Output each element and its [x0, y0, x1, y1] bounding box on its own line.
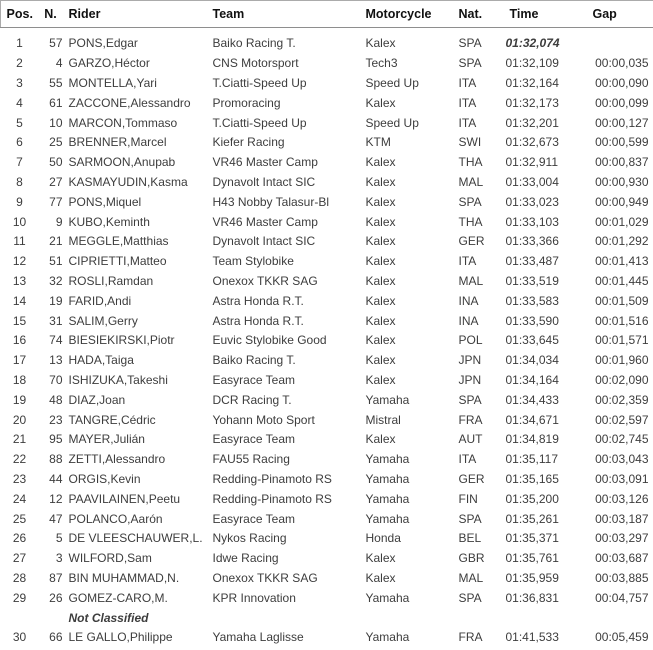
team-cell: Euvic Stylobike Good — [212, 333, 327, 348]
gap-cell: 00:01,509 — [595, 293, 649, 308]
table-row — [1, 152, 653, 172]
team-cell: Easyrace Team — [212, 432, 295, 447]
lap-time-cell: 01:33,487 — [505, 254, 559, 269]
nationality-cell: GER — [458, 234, 485, 249]
table-row — [1, 231, 653, 251]
lap-time-cell: 01:32,201 — [505, 115, 559, 130]
team-cell: Easyrace Team — [212, 372, 295, 387]
nationality-cell: MAL — [458, 570, 484, 585]
gap-cell: 00:01,413 — [595, 254, 649, 269]
lap-time-cell: 01:41,533 — [505, 630, 559, 645]
team-cell: Easyrace Team — [212, 511, 295, 526]
rider-cell: HADA,Taiga — [68, 353, 134, 368]
table-row — [1, 212, 653, 232]
gap-cell: 00:01,029 — [595, 214, 649, 229]
lap-time-cell: 01:33,583 — [505, 293, 559, 308]
results-body — [1, 28, 653, 648]
motorcycle-cell: Yamaha — [365, 471, 410, 486]
motorcycle-cell: Kalex — [365, 372, 396, 387]
pos-cell: 22 — [12, 452, 27, 467]
pos-cell: 26 — [12, 531, 27, 546]
pos-cell: 19 — [12, 392, 27, 407]
rider-cell: ROSLI,Ramdan — [68, 273, 154, 288]
motorcycle-cell: Yamaha — [365, 491, 410, 506]
pos-cell: 9 — [16, 194, 23, 209]
lap-time-cell: 01:33,645 — [505, 333, 559, 348]
pos-cell: 1 — [16, 36, 23, 51]
bike-number-cell: 23 — [49, 412, 63, 427]
bike-number-cell: 88 — [49, 452, 63, 467]
rider-cell: GARZO,Héctor — [68, 56, 150, 71]
lap-time-cell: 01:34,819 — [505, 432, 559, 447]
table-row — [1, 528, 653, 548]
pos-cell: 3 — [16, 75, 23, 90]
lap-time-cell: 01:32,173 — [505, 95, 559, 110]
motorcycle-cell: Kalex — [365, 174, 396, 189]
nationality-cell: BEL — [458, 531, 482, 546]
num-cell — [39, 608, 63, 628]
pos-cell: 29 — [12, 590, 27, 605]
table-row — [1, 370, 653, 390]
gap-cell: 00:00,949 — [595, 194, 649, 209]
col-header-time: Time — [506, 1, 586, 28]
lap-time-cell: 01:35,959 — [505, 570, 559, 585]
motorcycle-cell: Yamaha — [365, 452, 410, 467]
table-row — [1, 390, 653, 410]
gap-cell: 00:03,885 — [595, 570, 649, 585]
team-cell: T.Ciatti-Speed Up — [212, 115, 307, 130]
rider-cell: PONS,Miquel — [68, 194, 142, 209]
motorcycle-cell: Kalex — [365, 432, 396, 447]
pos-cell: 30 — [12, 630, 27, 645]
lap-time-cell: 01:34,671 — [505, 412, 559, 427]
rider-cell: ORGIS,Kevin — [68, 471, 141, 486]
header-row — [1, 1, 653, 28]
nationality-cell: FIN — [458, 491, 478, 506]
bike-number-cell: 87 — [49, 570, 63, 585]
team-cell: VR46 Master Camp — [212, 155, 318, 170]
motorcycle-cell: KTM — [365, 135, 391, 150]
gap-cell: 00:03,126 — [595, 491, 649, 506]
rider-cell: MAYER,Julián — [68, 432, 145, 447]
bike-number-cell: 5 — [55, 531, 63, 546]
rider-cell: BIESIEKIRSKI,Piotr — [68, 333, 175, 348]
lap-time-cell: 01:36,831 — [505, 590, 559, 605]
table-row — [1, 311, 653, 331]
table-row — [1, 291, 653, 311]
nationality-cell: GBR — [458, 551, 485, 566]
lap-time-cell: 01:34,034 — [505, 353, 559, 368]
team-cell: Baiko Racing T. — [212, 353, 296, 368]
col-header-num: N. — [39, 1, 63, 28]
nationality-cell: ITA — [458, 75, 477, 90]
nationality-cell: AUT — [458, 432, 483, 447]
rider-cell: TANGRE,Cédric — [68, 412, 156, 427]
not-classified-row — [1, 608, 653, 628]
col-header-rider: Rider — [63, 1, 207, 28]
lap-time-cell: 01:33,004 — [505, 174, 559, 189]
lap-time-cell: 01:35,761 — [505, 551, 559, 566]
bike-number-cell: 10 — [49, 115, 63, 130]
pos-cell: 16 — [12, 333, 27, 348]
motorcycle-cell: Kalex — [365, 273, 396, 288]
nationality-cell: INA — [458, 293, 479, 308]
team-cell: Yohann Moto Sport — [212, 412, 315, 427]
team-cell: Onexox TKKR SAG — [212, 273, 318, 288]
bike-number-cell: 55 — [49, 75, 63, 90]
team-cell: H43 Nobby Talasur-Bl — [212, 194, 330, 209]
motorcycle-cell: Mistral — [365, 412, 401, 427]
table-row — [1, 73, 653, 93]
nationality-cell: ITA — [458, 254, 477, 269]
gap-cell: 00:00,090 — [595, 75, 649, 90]
pos-cell: 8 — [16, 174, 23, 189]
table-row — [1, 627, 653, 647]
table-row — [1, 93, 653, 113]
team-cell: Kiefer Racing — [212, 135, 285, 150]
col-header-pos: Pos. — [1, 1, 39, 28]
nationality-cell: SPA — [458, 511, 482, 526]
nationality-cell: SPA — [458, 36, 482, 51]
nationality-cell: SPA — [458, 590, 482, 605]
table-row — [1, 588, 653, 608]
rider-cell: BIN MUHAMMAD,N. — [68, 570, 180, 585]
nationality-cell: ITA — [458, 452, 477, 467]
table-row — [1, 429, 653, 449]
table-row — [1, 192, 653, 212]
lap-time-cell: 01:34,164 — [505, 372, 559, 387]
table-row — [1, 172, 653, 192]
motorcycle-cell: Kalex — [365, 95, 396, 110]
team-cell: Nykos Racing — [212, 531, 287, 546]
lap-time-cell: 01:32,911 — [505, 155, 558, 170]
bike-number-cell: 47 — [49, 511, 63, 526]
gap-cell: 00:01,292 — [595, 234, 649, 249]
gap-cell: 00:01,516 — [595, 313, 649, 328]
bike-number-cell: 21 — [49, 234, 63, 249]
table-row — [1, 251, 653, 271]
pos-cell: 24 — [12, 491, 27, 506]
bike-number-cell: 66 — [49, 630, 63, 645]
table-row — [1, 34, 653, 54]
pos-cell — [1, 608, 39, 628]
pos-cell: 23 — [12, 471, 27, 486]
pos-cell: 14 — [12, 293, 27, 308]
nationality-cell: SPA — [458, 392, 482, 407]
bike-number-cell: 50 — [49, 155, 63, 170]
gap-cell: 00:00,599 — [595, 135, 649, 150]
motorcycle-cell: Speed Up — [365, 75, 419, 90]
motorcycle-cell: Kalex — [365, 214, 396, 229]
team-cell: Team Stylobike — [212, 254, 294, 269]
bike-number-cell: 12 — [49, 491, 63, 506]
motorcycle-cell: Honda — [365, 531, 401, 546]
gap-cell: 00:02,090 — [595, 372, 649, 387]
table-row — [1, 271, 653, 291]
rider-cell: DIAZ,Joan — [68, 392, 126, 407]
team-cell: Baiko Racing T. — [212, 36, 296, 51]
pos-cell: 25 — [12, 511, 27, 526]
rider-cell: SALIM,Gerry — [68, 313, 138, 328]
bike-number-cell: 70 — [49, 372, 63, 387]
rider-cell: PAAVILAINEN,Peetu — [68, 491, 181, 506]
table-row — [1, 132, 653, 152]
rider-cell: GOMEZ-CARO,M. — [68, 590, 168, 605]
pos-cell: 21 — [12, 432, 27, 447]
not-classified-label: Not Classified — [68, 610, 149, 625]
nationality-cell: SWI — [458, 135, 482, 150]
pos-cell: 17 — [12, 353, 27, 368]
nationality-cell: MAL — [458, 273, 484, 288]
lap-time-cell: 01:32,074 — [505, 36, 560, 51]
pos-cell: 12 — [12, 254, 27, 269]
team-cell: Astra Honda R.T. — [212, 313, 304, 328]
table-row — [1, 53, 653, 73]
table-row — [1, 330, 653, 350]
gap-cell: 00:02,359 — [595, 392, 649, 407]
pos-cell: 20 — [12, 412, 27, 427]
pos-cell: 4 — [16, 95, 23, 110]
pos-cell: 15 — [12, 313, 27, 328]
gap-cell: 00:02,745 — [595, 432, 649, 447]
pos-cell: 13 — [12, 273, 27, 288]
pos-cell: 7 — [16, 155, 23, 170]
col-header-motorcycle: Motorcycle — [364, 1, 456, 28]
bike-number-cell: 25 — [49, 135, 63, 150]
motorcycle-cell: Kalex — [365, 313, 396, 328]
team-cell: Dynavolt Intact SIC — [212, 174, 316, 189]
pos-cell: 18 — [12, 372, 27, 387]
motorcycle-cell: Kalex — [365, 293, 396, 308]
table-row — [1, 509, 653, 529]
rider-cell: PONS,Edgar — [68, 36, 138, 51]
team-cell: Onexox TKKR SAG — [212, 570, 318, 585]
gap-cell: 00:00,127 — [595, 115, 649, 130]
gap-cell: 00:05,459 — [595, 630, 649, 645]
rider-cell: DE VLEESCHAUWER,L. — [68, 531, 203, 546]
bike-number-cell: 27 — [49, 174, 63, 189]
bike-number-cell: 31 — [49, 313, 63, 328]
motorcycle-cell: Tech3 — [365, 56, 398, 71]
rider-cell: CIPRIETTI,Matteo — [68, 254, 167, 269]
rider-cell: ZACCONE,Alessandro — [68, 95, 191, 110]
motorcycle-cell: Kalex — [365, 353, 396, 368]
bike-number-cell: 4 — [55, 56, 63, 71]
motorcycle-cell: Yamaha — [365, 392, 410, 407]
nationality-cell: ITA — [458, 95, 477, 110]
pos-cell: 10 — [12, 214, 27, 229]
col-header-gap: Gap — [586, 1, 653, 28]
table-row — [1, 548, 653, 568]
bike-number-cell: 51 — [49, 254, 63, 269]
bike-number-cell: 95 — [49, 432, 63, 447]
rider-cell: KASMAYUDIN,Kasma — [68, 174, 188, 189]
nationality-cell: POL — [458, 333, 483, 348]
lap-time-cell: 01:35,261 — [505, 511, 559, 526]
bike-number-cell: 48 — [49, 392, 63, 407]
pos-cell: 28 — [12, 570, 27, 585]
rider-cell: MONTELLA,Yari — [68, 75, 157, 90]
nationality-cell: INA — [458, 313, 479, 328]
motorcycle-cell: Kalex — [365, 155, 396, 170]
rider-cell: ISHIZUKA,Takeshi — [68, 372, 168, 387]
motorcycle-cell: Yamaha — [365, 511, 410, 526]
gap-cell: 00:00,837 — [595, 155, 649, 170]
gap-cell: 00:01,960 — [595, 353, 649, 368]
motorcycle-cell: Kalex — [365, 254, 396, 269]
lap-time-cell: 01:33,366 — [505, 234, 559, 249]
motorcycle-cell: Speed Up — [365, 115, 419, 130]
lap-time-cell: 01:35,165 — [505, 471, 559, 486]
lap-time-cell: 01:32,673 — [505, 135, 559, 150]
motorcycle-cell: Yamaha — [365, 630, 410, 645]
team-cell: CNS Motorsport — [212, 56, 299, 71]
lap-time-cell: 01:33,590 — [505, 313, 559, 328]
team-cell: Yamaha Laglisse — [212, 630, 304, 645]
table-row — [1, 469, 653, 489]
gap-cell: 00:03,687 — [595, 551, 649, 566]
team-cell: FAU55 Racing — [212, 452, 290, 467]
gap-cell: 00:03,091 — [595, 471, 649, 486]
gap-cell: 00:03,297 — [595, 531, 649, 546]
team-cell: T.Ciatti-Speed Up — [212, 75, 307, 90]
motorcycle-cell: Yamaha — [365, 590, 410, 605]
nationality-cell: ITA — [458, 115, 477, 130]
lap-time-cell: 01:33,519 — [505, 273, 559, 288]
pos-cell: 6 — [16, 135, 23, 150]
bike-number-cell: 19 — [49, 293, 63, 308]
rider-cell: POLANCO,Aarón — [68, 511, 163, 526]
team-cell: VR46 Master Camp — [212, 214, 318, 229]
bike-number-cell: 3 — [55, 551, 63, 566]
motorcycle-cell: Kalex — [365, 551, 396, 566]
team-cell: Dynavolt Intact SIC — [212, 234, 316, 249]
nationality-cell: JPN — [458, 372, 482, 387]
rider-cell: MEGGLE,Matthias — [68, 234, 169, 249]
rider-cell: WILFORD,Sam — [68, 551, 152, 566]
bike-number-cell: 61 — [49, 95, 63, 110]
nationality-cell: FRA — [458, 630, 483, 645]
gap-cell — [586, 34, 653, 54]
gap-cell: 00:02,597 — [595, 412, 649, 427]
team-cell: KPR Innovation — [212, 590, 296, 605]
table-row — [1, 489, 653, 509]
rider-cell: FARID,Andi — [68, 293, 132, 308]
team-cell: Astra Honda R.T. — [212, 293, 304, 308]
table-row — [1, 350, 653, 370]
gap-cell: 00:00,099 — [595, 95, 649, 110]
rider-cell: LE GALLO,Philippe — [68, 630, 173, 645]
gap-cell: 00:00,930 — [595, 174, 649, 189]
nationality-cell: THA — [458, 214, 483, 229]
nationality-cell: FRA — [458, 412, 483, 427]
bike-number-cell: 26 — [49, 590, 63, 605]
bike-number-cell: 13 — [49, 353, 63, 368]
lap-time-cell: 01:35,117 — [505, 452, 558, 467]
motorcycle-cell: Kalex — [365, 333, 396, 348]
bike-number-cell: 74 — [49, 333, 63, 348]
rider-cell: BRENNER,Marcel — [68, 135, 167, 150]
pos-cell: 11 — [13, 234, 26, 249]
results-header — [1, 1, 653, 28]
lap-time-cell: 01:33,103 — [505, 214, 559, 229]
motorcycle-cell: Kalex — [365, 36, 396, 51]
pos-cell: 2 — [16, 56, 23, 71]
team-cell: DCR Racing T. — [212, 392, 292, 407]
lap-time-cell: 01:32,164 — [505, 75, 559, 90]
table-row — [1, 410, 653, 430]
nationality-cell: MAL — [458, 174, 484, 189]
team-cell: Promoracing — [212, 95, 281, 110]
lap-time-cell: 01:35,371 — [505, 531, 559, 546]
lap-time-cell: 01:34,433 — [505, 392, 559, 407]
team-cell: Redding-Pinamoto RS — [212, 471, 332, 486]
rider-cell: MARCON,Tommaso — [68, 115, 178, 130]
motorcycle-cell: Kalex — [365, 570, 396, 585]
nationality-cell: JPN — [458, 353, 482, 368]
table-row — [1, 568, 653, 588]
rider-cell: ZETTI,Alessandro — [68, 452, 166, 467]
bike-number-cell: 32 — [49, 273, 63, 288]
rider-cell: SARMOON,Anupab — [68, 155, 176, 170]
gap-cell: 00:00,035 — [595, 56, 649, 71]
nationality-cell: SPA — [458, 194, 482, 209]
gap-cell: 00:01,571 — [595, 333, 649, 348]
team-cell: Idwe Racing — [212, 551, 279, 566]
bike-number-cell: 44 — [49, 471, 63, 486]
motorcycle-cell: Kalex — [365, 234, 396, 249]
gap-cell: 00:01,445 — [595, 273, 649, 288]
nationality-cell: SPA — [458, 56, 482, 71]
table-row — [1, 449, 653, 469]
team-cell: Redding-Pinamoto RS — [212, 491, 332, 506]
bike-number-cell: 77 — [49, 194, 63, 209]
col-header-nat: Nat. — [456, 1, 506, 28]
pos-cell: 27 — [12, 551, 27, 566]
gap-cell: 00:04,757 — [595, 590, 649, 605]
bike-number-cell: 57 — [49, 36, 63, 51]
nationality-cell: THA — [458, 155, 483, 170]
bike-number-cell: 9 — [55, 214, 63, 229]
table-row — [1, 113, 653, 133]
col-header-team: Team — [207, 1, 364, 28]
gap-cell: 00:03,187 — [595, 511, 649, 526]
motorcycle-cell: Kalex — [365, 194, 396, 209]
nationality-cell: GER — [458, 471, 485, 486]
lap-time-cell: 01:35,200 — [505, 491, 559, 506]
rider-cell: KUBO,Keminth — [68, 214, 150, 229]
pos-cell: 5 — [16, 115, 23, 130]
lap-time-cell: 01:32,109 — [505, 56, 559, 71]
gap-cell: 00:03,043 — [595, 452, 649, 467]
lap-time-cell: 01:33,023 — [505, 194, 559, 209]
